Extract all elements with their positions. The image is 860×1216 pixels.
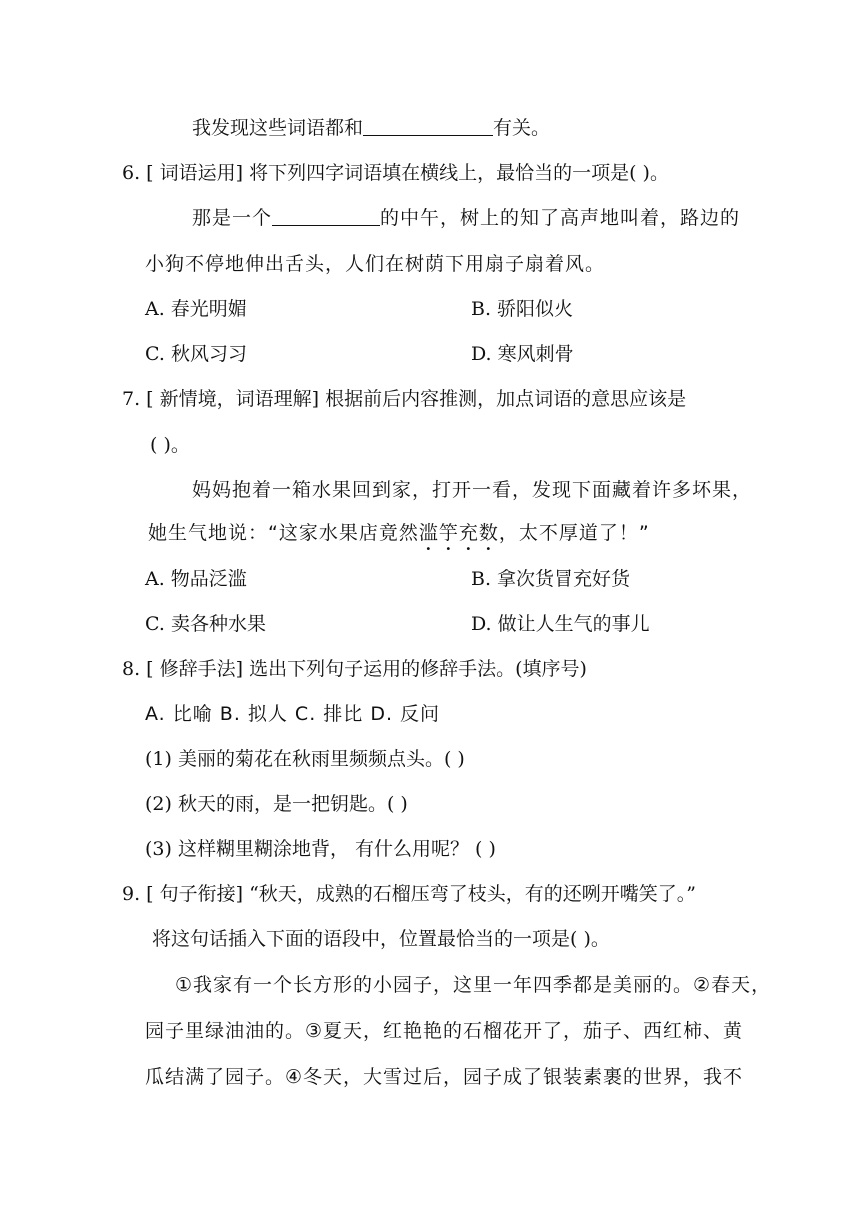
q7-passage-suffix: ，太不厚道了！” [498,522,650,544]
q7-answer-paren[interactable]: ( )。 [150,434,190,456]
q7-option-b[interactable]: B. 拿次货冒充好货 [471,568,631,590]
answer-blank[interactable] [363,117,493,136]
q9-passage-line3: 瓜结满了园子。④冬天，大雪过后，园子成了银装素裹的世界，我不 [145,1066,744,1088]
q8-options: A. 比喻 B. 拟人 C. 排比 D. 反问 [145,703,441,725]
q6-passage-suffix: 的中午，树上的知了高声地叫着，路边的 [380,207,741,229]
q9-heading-line2[interactable]: 将这句话插入下面的语段中，位置最恰当的一项是( )。 [152,928,610,950]
line-conclusion [192,115,550,141]
conclusion-prefix: 我发现这些词语都和 [192,117,364,139]
q7-option-d[interactable]: D. 做让人生气的事儿 [471,613,650,635]
q6-option-c[interactable]: C. 秋风习习 [145,343,247,365]
q6-passage-line2: 小狗不停地伸出舌头，人们在树荫下用扇子扇着风。 [145,253,606,275]
q9-heading: 9. [ 句子衔接] “秋天，成熟的石榴压弯了枝头，有的还咧开嘴笑了。” [122,883,697,905]
conclusion-suffix: 有关。 [493,117,551,139]
q6-option-a[interactable]: A. 春光明媚 [145,298,247,320]
q7-passage-line1: 妈妈抱着一箱水果回到家，打开一看，发现下面藏着许多坏果， [192,479,753,501]
q6-option-b[interactable]: B. 骄阳似火 [471,298,574,320]
q8-item-3[interactable]: (3) 这样糊里糊涂地背， 有什么用呢？ ( ) [145,838,496,860]
q9-passage-line2: 园子里绿油油的。③夏天，红艳艳的石榴花开了，茄子、西红柿、黄 [145,1020,744,1042]
q7-passage-line2 [148,520,650,555]
q6-passage-line1 [192,205,740,231]
q7-dotted-word: 滥竽充数 [418,522,499,544]
q7-option-a[interactable]: A. 物品泛滥 [145,568,247,590]
q6-passage-prefix: 那是一个 [192,207,273,229]
q7-option-c[interactable]: C. 卖各种水果 [145,613,266,635]
q8-heading: 8. [ 修辞手法] 选出下列句子运用的修辞手法。(填序号) [122,658,587,680]
q7-heading: 7. [ 新情境，词语理解] 根据前后内容推测，加点词语的意思应该是 [122,388,687,410]
q9-passage-line1: ①我家有一个长方形的小园子，这里一年四季都是美丽的。②春天， [175,974,772,996]
q6-answer-blank[interactable] [272,207,380,226]
q7-passage-prefix: 她生气地说：“这家水果店竟然 [148,522,419,544]
q8-item-2[interactable]: (2) 秋天的雨，是一把钥匙。( ) [145,793,408,815]
q8-item-1[interactable]: (1) 美丽的菊花在秋雨里频频点头。( ) [145,748,465,770]
q6-option-d[interactable]: D. 寒风刺骨 [471,343,574,365]
q6-heading: 6. [ 词语运用] 将下列四字词语填在横线上，最恰当的一项是( )。 [122,162,669,184]
